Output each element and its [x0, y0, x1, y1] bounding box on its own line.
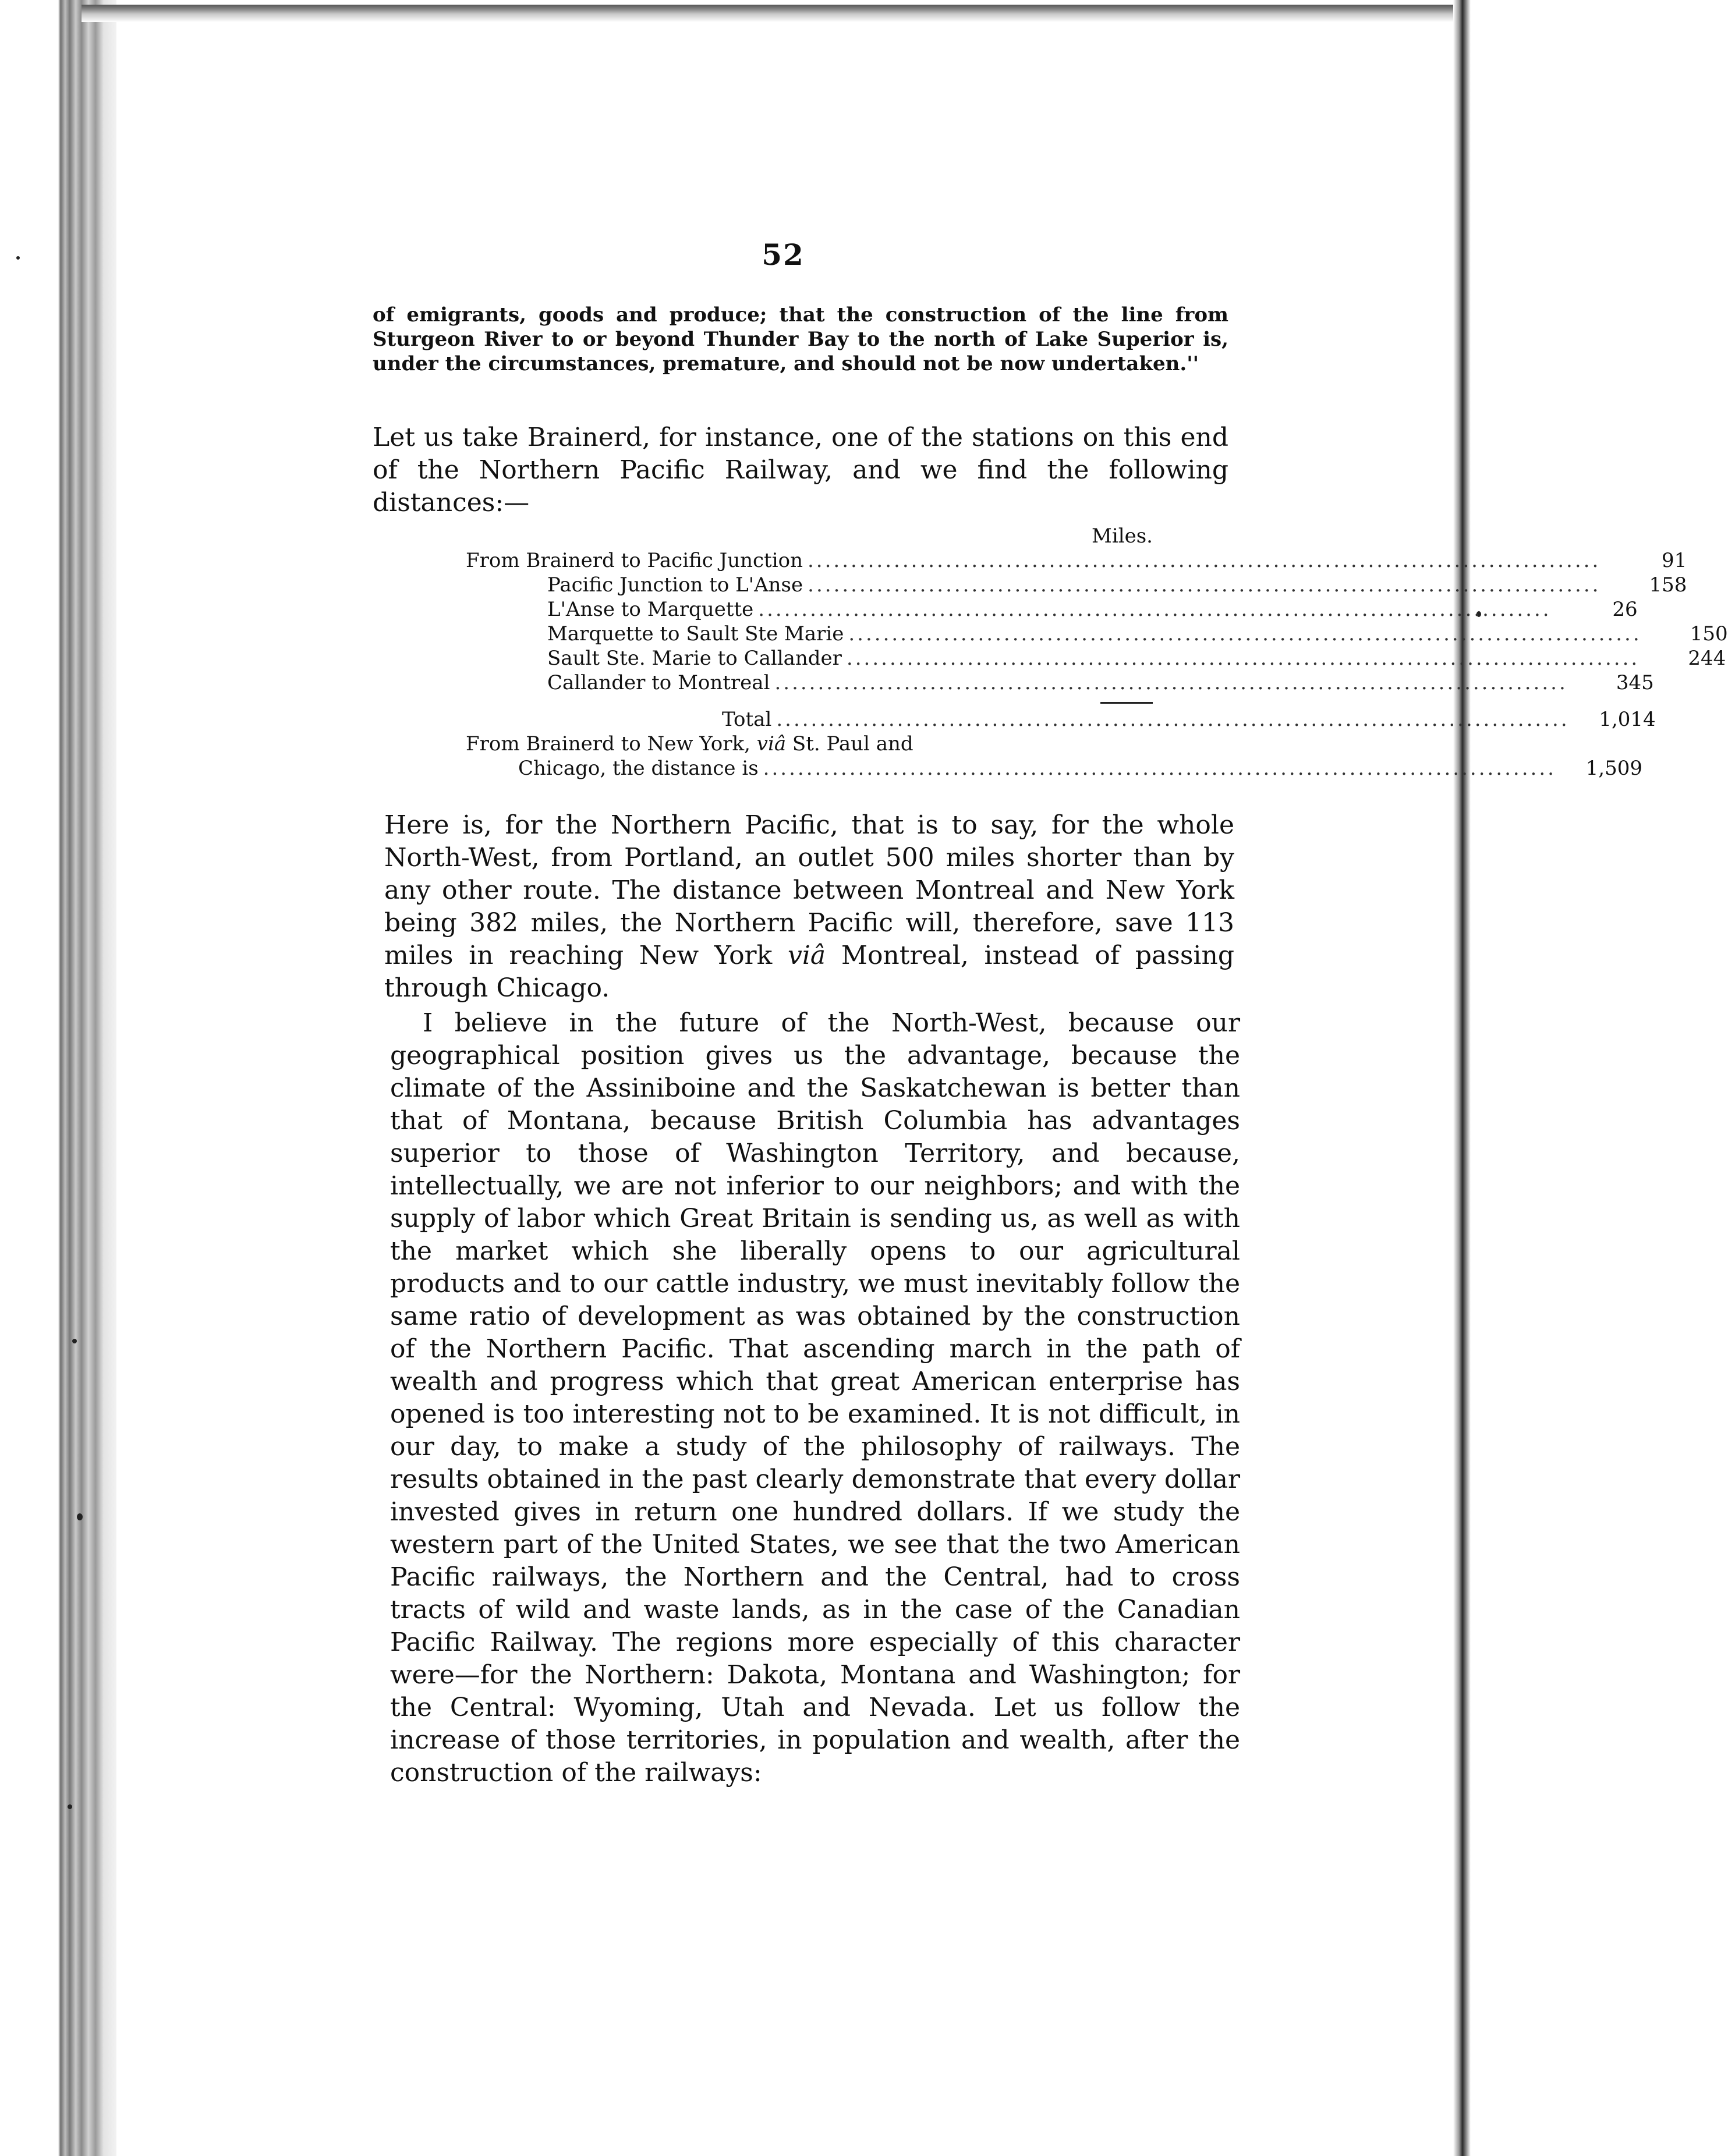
- route-miles: 345: [1616, 671, 1654, 694]
- miles-column-header: Miles.: [1092, 524, 1153, 548]
- scan-speck: [68, 1804, 72, 1809]
- page-top-edge: [82, 5, 1467, 22]
- total-row: [466, 707, 1656, 732]
- dot-leader: ............................................................................................: [774, 671, 1568, 694]
- route-miles: 26: [1612, 598, 1638, 621]
- paragraph-brainerd: Let us take Brainerd, for instance, one of the stations on this end of the Northern Pacific Railway, and we find the following distances:—: [373, 423, 1228, 517]
- page-gutter: [0, 0, 116, 2156]
- page-number: 52: [762, 237, 805, 272]
- new-york-route-line: [466, 732, 1153, 756]
- route-label: Marquette to Sault Ste Marie: [547, 622, 844, 646]
- dot-leader: ............................................................................................: [848, 622, 1642, 646]
- table-row: [466, 671, 1654, 695]
- route-miles: 158: [1649, 573, 1687, 597]
- new-york-route-text: St. Paul and: [792, 732, 913, 756]
- dot-leader: ............................................................................................: [807, 549, 1601, 572]
- table-row: [466, 597, 1638, 622]
- paragraph-north-west: I believe in the future of the North-West, because our geographical position gives us the advantage, because the climate of the Assiniboine and the Saskatchewan is better than that of Montana, because British Columbia has advantages superior to those of Washington Territory, and because, intellectually, we are not inferior to our neighbors; and with the supply of labor which Great Britain is sending us, as well as with the market which she liberally opens to our agricultural products and to our cattle industry, we must inevitably follow the same ratio of development as was obtained by the construction of the Northern Pacific. That ascending march in the path of wealth and progress which that great American enterprise has opened is too interesting not to be examined. It is not difficult, in our day, to make a study of the philosophy of railways. The results obtained in the past clearly demonstrate that every dollar invested gives in return one hundred dollars. If we study the western part of the United States, we see that the two American Pacific railways, the Northern and the Central, had to cross tracts of wild and waste lands, as in the case of the Canadian Pacific Railway. The regions more especially of this character were—for the Northern: Dakota, Montana and Washington; for the Central: Wyoming, Utah and Nevada. Let us follow the increase of those territories, in population and wealth, after the construction of the railways:: [390, 1008, 1240, 1788]
- total-label: Total: [722, 708, 772, 731]
- dot-leader: ............................................................................................: [808, 573, 1601, 597]
- scan-speck: [77, 1513, 83, 1520]
- total-miles: 1,014: [1599, 708, 1656, 731]
- paragraph-text: Here is, for the Northern Pacific, that is to say, for the whole North-West, from Portland, an outlet 500 miles shorter than by any other route. The distance between Montreal and New York being 382 miles, the Northern Pacific will, therefore, save 113 miles in reaching New York: [384, 810, 1234, 970]
- dot-leader: ............................................................................................: [846, 647, 1640, 670]
- scan-speck: [72, 1339, 77, 1343]
- route-label: Sault Ste. Marie to Callander: [547, 647, 842, 670]
- table-row: [466, 573, 1687, 597]
- scan-speck: [16, 256, 20, 260]
- page-right-edge: [1453, 0, 1471, 2156]
- distance-table: [466, 524, 1728, 781]
- new-york-miles: 1,509: [1585, 757, 1642, 780]
- new-york-distance-row: [466, 756, 1642, 781]
- route-label: Callander to Montreal: [547, 671, 770, 694]
- paragraph-outlet: [384, 809, 1234, 1005]
- route-miles: 150: [1690, 622, 1728, 646]
- dot-leader: ............................................................................................: [776, 708, 1570, 731]
- quoted-passage: of emigrants, goods and produce; that the construction of the line from Sturgeon River to or beyond Thunder Bay to the north of Lake Superior is, under the circumstances, premature, and should not be now undertaken.'': [373, 303, 1228, 375]
- new-york-distance-label: Chicago, the distance is: [518, 757, 759, 780]
- paragraph-text: Montreal, instead of passing through Chicago.: [384, 941, 1234, 1003]
- table-row: [466, 548, 1687, 573]
- table-row: [466, 646, 1726, 671]
- route-label: Pacific Junction to L'Anse: [547, 573, 803, 597]
- dot-leader: ............................................................................................: [763, 757, 1556, 780]
- route-label: From Brainerd to Pacific Junction: [466, 549, 803, 572]
- table-row: [466, 622, 1728, 646]
- via-word: viâ: [756, 732, 787, 756]
- dot-leader: ............................................................................................: [758, 598, 1552, 621]
- via-word: viâ: [787, 941, 826, 970]
- sum-rule: [1100, 702, 1153, 704]
- route-label: L'Anse to Marquette: [547, 598, 754, 621]
- route-miles: 91: [1662, 549, 1687, 572]
- new-york-route-text: From Brainerd to New York,: [466, 732, 750, 756]
- route-miles: 244: [1688, 647, 1726, 670]
